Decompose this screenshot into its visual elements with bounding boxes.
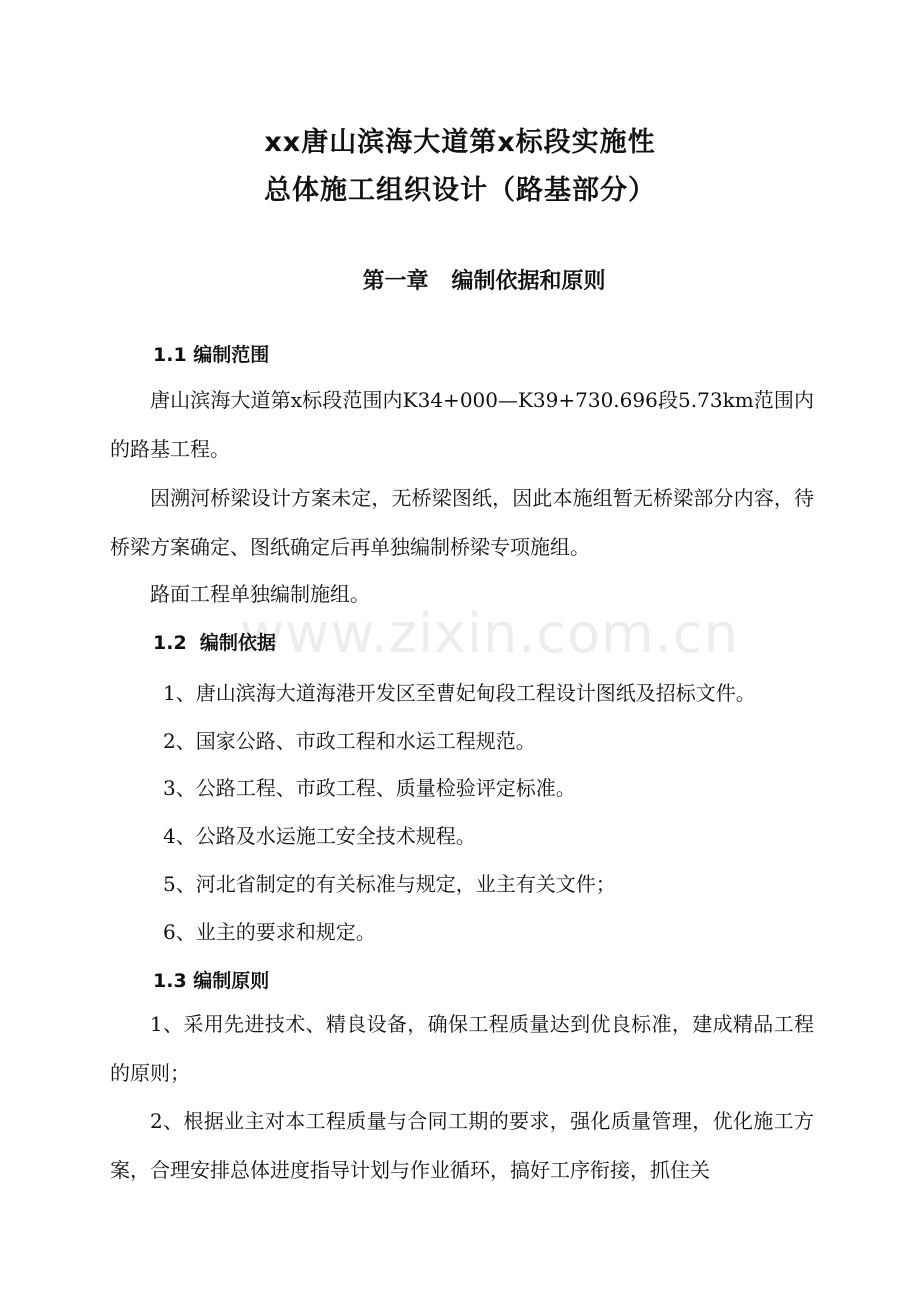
principle-paragraph-2: 2、根据业主对本工程质量与合同工期的要求，强化质量管理，优化施工方案，合理安排总体进度指导计划与作业循环，搞好工序衔接，抓住关 [110, 1109, 814, 1182]
section-heading-1-2: 1.2 编制依据 [153, 632, 276, 654]
section-heading-1-3: 1.3 编制原则 [153, 970, 270, 992]
basis-item-6: 6、业主的要求和规定。 [163, 920, 376, 944]
principle-paragraph-1: 1、采用先进技术、精良设备，确保工程质量达到优良标准，建成精品工程的原则； [110, 1012, 814, 1085]
section-1-1-paragraph-3: 路面工程单独编制施组。 [150, 582, 370, 606]
document-title-line-2: 总体施工组织设计（路基部分） [264, 175, 656, 206]
section-1-1-paragraph-1: 唐山滨海大道第x标段范围内K34+000—K39+730.696段5.73km范围内的路基工程。 [110, 388, 814, 461]
section-1-1-paragraph-2: 因溯河桥梁设计方案未定，无桥梁图纸，因此本施组暂无桥梁部分内容，待桥梁方案确定、图纸确定后再单独编制桥梁专项施组。 [110, 486, 814, 559]
basis-item-1: 1、唐山滨海大道海港开发区至曹妃甸段工程设计图纸及招标文件。 [163, 681, 756, 705]
basis-item-3: 3、公路工程、市政工程、质量检验评定标准。 [163, 776, 576, 800]
basis-item-4: 4、公路及水运施工安全技术规程。 [163, 824, 476, 848]
chapter-title: 第一章 编制依据和原则 [362, 269, 606, 294]
basis-item-5: 5、河北省制定的有关标准与规定，业主有关文件； [163, 872, 616, 896]
basis-item-2: 2、国家公路、市政工程和水运工程规范。 [163, 729, 536, 753]
watermark: www.zixin.com.cn [240, 602, 739, 665]
section-heading-1-1: 1.1 编制范围 [153, 344, 270, 366]
document-title-line-1: xx唐山滨海大道第x标段实施性 [264, 127, 656, 158]
